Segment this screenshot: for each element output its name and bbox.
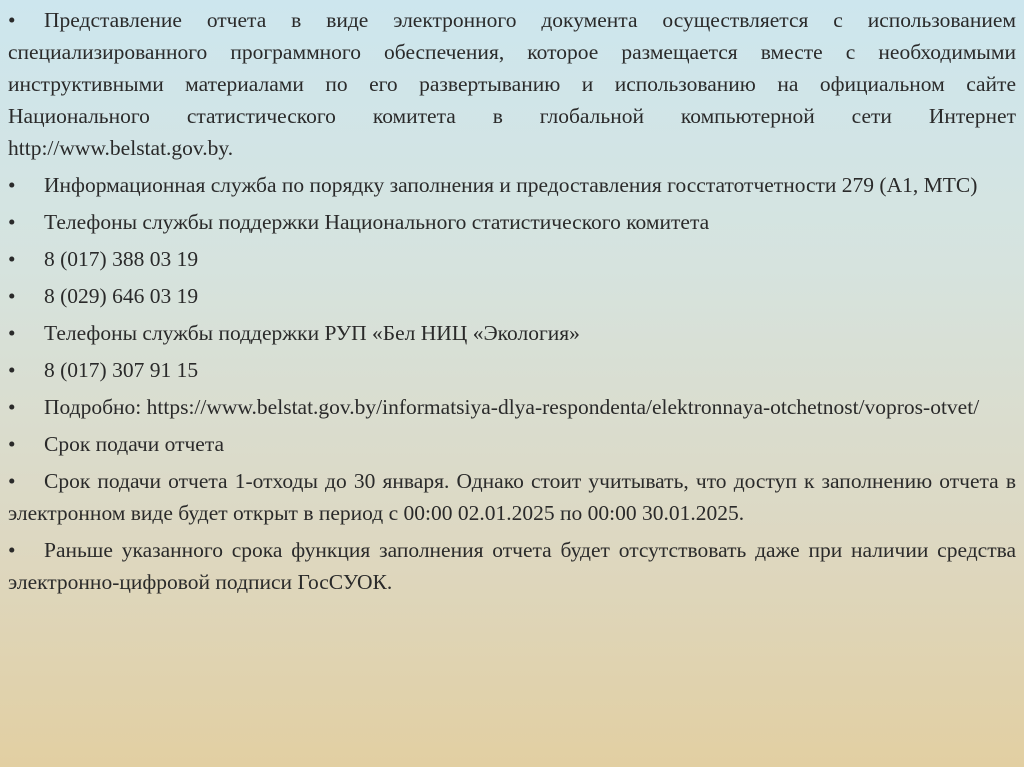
bullet-dot: • [8,358,16,382]
bullet-item [8,428,1016,460]
bullet-text: Телефоны службы поддержки РУП «Бел НИЦ «Экология» [44,321,580,345]
bullet-item [8,243,1016,275]
bullet-item [8,391,1016,423]
bullet-text: Представление отчета в виде электронного документа осуществляется с использованием специализированного программного обеспечения, которое размещается вместе с необходимыми инструктивными материалами по его развертыванию и использованию на официальном сайте Национального статистического комитета в глобальной компьютерной сети Интернет http://www.belstat.gov.by. [8,8,1016,160]
phone-number: 8 (017) 307 91 15 [44,358,199,382]
bullet-text: Информационная служба по порядку заполнения и предоставления госстатотчетности 279 (А1, МТС) [44,173,978,197]
bullet-dot: • [8,538,16,562]
phone-number: 8 (017) 388 03 19 [44,247,199,271]
bullet-dot: • [8,395,16,419]
bullet-dot: • [8,321,16,345]
phone-number: 8 (029) 646 03 19 [44,284,199,308]
bullet-dot: • [8,469,16,493]
bullet-dot: • [8,432,16,456]
bullet-text: Срок подачи отчета 1-отходы до 30 января. Однако стоит учитывать, что доступ к заполнению отчета в электронном виде будет открыт в период с 00:00 02.01.2025 по 00:00 30.01.2025. [8,469,1016,525]
bullet-list [8,4,1016,598]
bullet-item [8,317,1016,349]
bullet-item [8,169,1016,201]
bullet-item [8,354,1016,386]
bullet-text: Телефоны службы поддержки Национального статистического комитета [44,210,710,234]
bullet-item [8,280,1016,312]
bullet-item [8,465,1016,529]
bullet-dot: • [8,8,16,32]
bullet-dot: • [8,210,16,234]
bullet-item [8,4,1016,164]
details-link-text: Подробно: https://www.belstat.gov.by/informatsiya-dlya-respondenta/elektronnaya-otchetnost/vopros-otvet/ [44,395,980,419]
bullet-dot: • [8,284,16,308]
bullet-text: Раньше указанного срока функция заполнения отчета будет отсутствовать даже при наличии средства электронно-цифровой подписи ГосСУОК. [8,538,1016,594]
bullet-item [8,534,1016,598]
bullet-item [8,206,1016,238]
bullet-text: Срок подачи отчета [44,432,225,456]
bullet-dot: • [8,173,16,197]
bullet-dot: • [8,247,16,271]
